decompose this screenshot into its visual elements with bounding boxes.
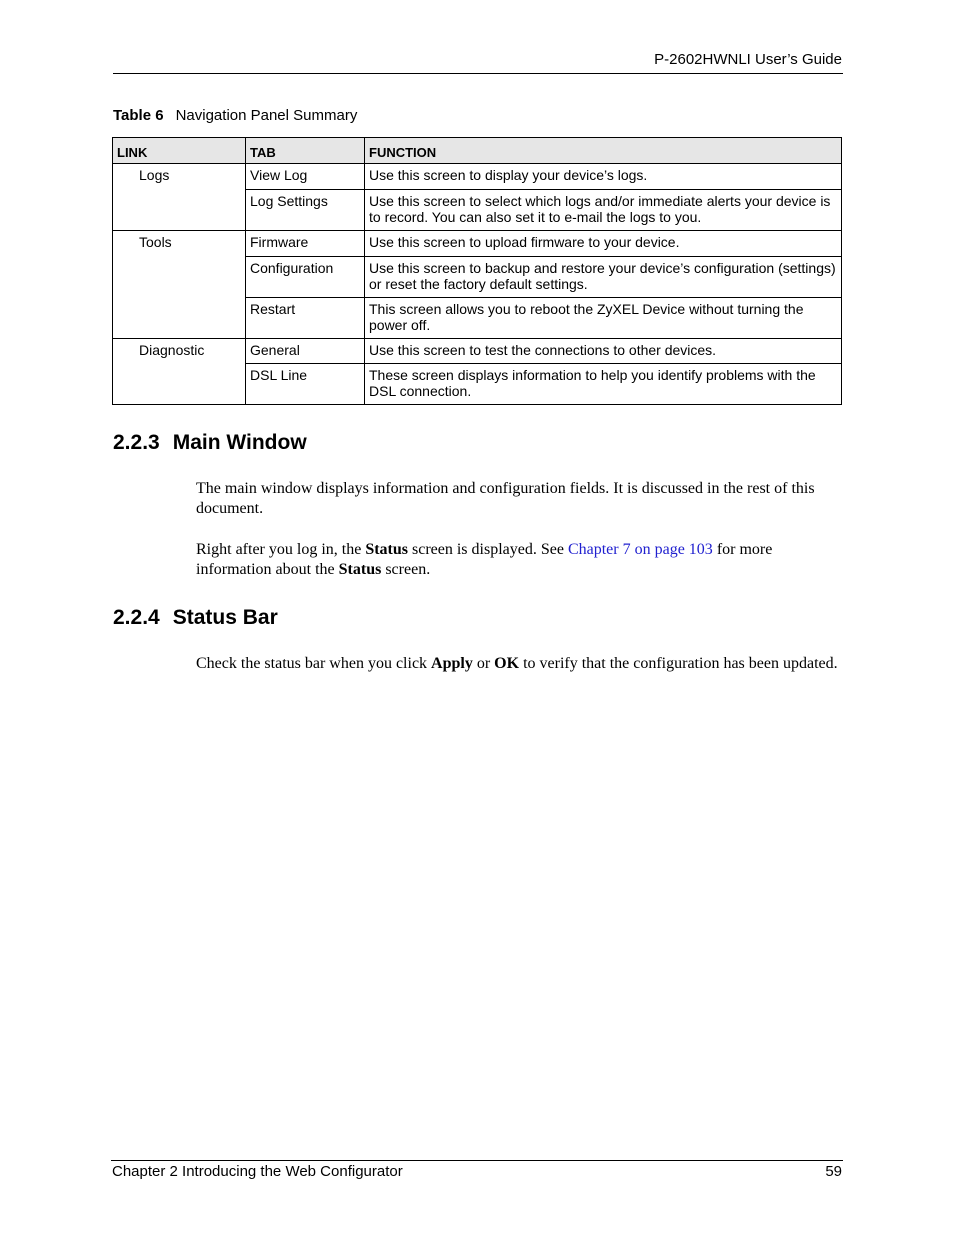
text-run: to verify that the configuration has been updated.	[519, 655, 838, 672]
tab-cell: Firmware	[246, 231, 365, 257]
tab-cell: Log Settings	[246, 190, 365, 231]
link-cell-diagnostic: Diagnostic	[113, 339, 246, 405]
footer-chapter-title: Chapter 2 Introducing the Web Configurator	[112, 1163, 403, 1180]
tab-cell: View Log	[246, 164, 365, 190]
column-header-tab: TAB	[246, 138, 365, 164]
table-row	[113, 339, 842, 364]
chapter-7-link[interactable]: Chapter 7 on page 103	[567, 541, 713, 558]
table-row	[113, 231, 842, 257]
function-cell: This screen allows you to reboot the ZyXEL Device without turning the power off.	[365, 298, 842, 339]
function-cell: Use this screen to select which logs and/or immediate alerts your device is to record. You can also set it to e-mail the logs to you.	[365, 190, 842, 231]
column-header-function: FUNCTION	[365, 138, 842, 164]
link-cell-tools: Tools	[113, 231, 246, 339]
text-run: screen is displayed. See	[408, 541, 568, 558]
section-heading-main-window	[113, 430, 307, 456]
main-window-paragraph-2	[196, 540, 842, 580]
column-header-link: LINK	[113, 138, 246, 164]
page-header	[113, 50, 843, 74]
table-caption-number: Table 6	[113, 107, 164, 124]
text-run: Right after you log in, the	[196, 541, 366, 558]
section-number: 2.2.4	[113, 606, 160, 629]
function-cell: Use this screen to display your device’s logs.	[365, 164, 842, 190]
section-title: Status Bar	[172, 606, 278, 629]
table-row	[113, 164, 842, 190]
bold-term-status: Status	[365, 541, 408, 558]
tab-cell: Restart	[246, 298, 365, 339]
page-footer	[111, 1160, 843, 1184]
status-bar-paragraph	[196, 654, 842, 674]
guide-title: P-2602HWNLI User’s Guide	[654, 51, 842, 68]
bold-term-ok: OK	[494, 655, 520, 672]
section-number: 2.2.3	[113, 431, 160, 454]
bold-term-status: Status	[338, 561, 382, 578]
function-cell: These screen displays information to help you identify problems with the DSL connection.	[365, 364, 842, 405]
navigation-panel-summary-table	[112, 137, 842, 405]
tab-cell: Configuration	[246, 257, 365, 298]
function-cell: Use this screen to test the connections to other devices.	[365, 339, 842, 364]
table-caption-title: Navigation Panel Summary	[175, 107, 358, 124]
function-cell: Use this screen to upload firmware to your device.	[365, 231, 842, 257]
footer-page-number: 59	[825, 1163, 842, 1180]
table-caption	[113, 107, 357, 125]
section-title: Main Window	[172, 431, 307, 454]
tab-cell: General	[246, 339, 365, 364]
text-run: screen.	[381, 561, 431, 578]
link-cell-logs: Logs	[113, 164, 246, 231]
text-run: or	[472, 655, 495, 672]
table-header-row	[113, 138, 842, 164]
main-window-paragraph-1: The main window displays information and configuration fields. It is discussed in the rest of this document.	[196, 480, 815, 517]
bold-term-apply: Apply	[431, 655, 473, 672]
text-run: Check the status bar when you click	[196, 655, 432, 672]
section-heading-status-bar	[113, 605, 278, 631]
tab-cell: DSL Line	[246, 364, 365, 405]
text-run: for more information about the	[196, 541, 773, 578]
function-cell: Use this screen to backup and restore your device’s configuration (settings) or reset the factory default settings.	[365, 257, 842, 298]
